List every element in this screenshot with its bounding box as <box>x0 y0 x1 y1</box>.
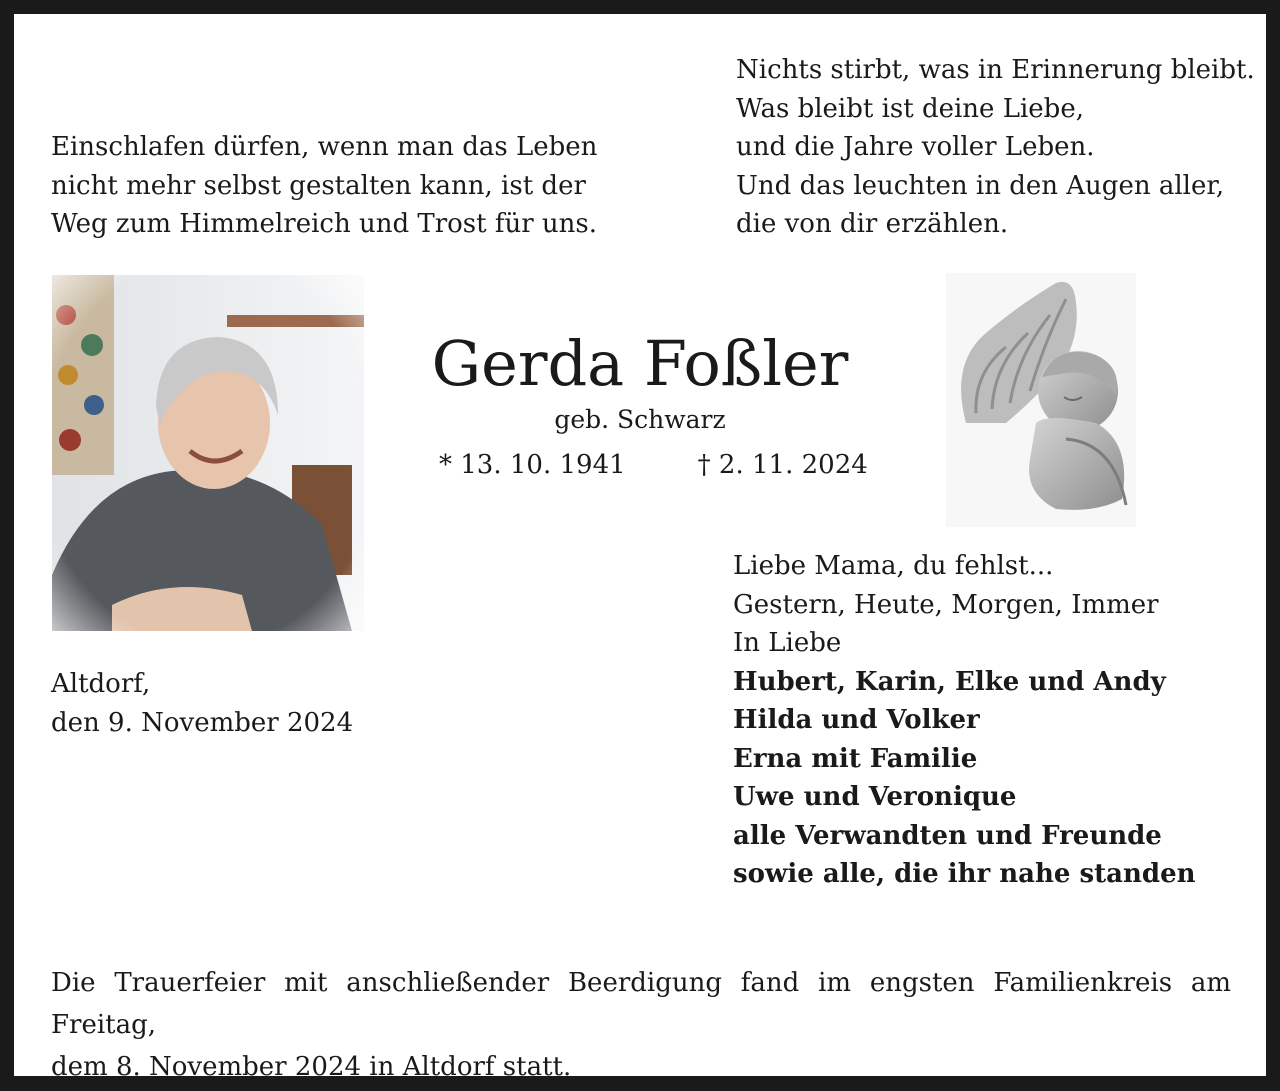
place-and-date <box>51 665 353 742</box>
family-name: Uwe und Veronique <box>733 782 1017 812</box>
place: Altdorf, <box>51 669 151 699</box>
birth-name: geb. Schwarz <box>554 405 726 434</box>
quote-right-line: die von dir erzählen. <box>736 209 1009 239</box>
obituary-card <box>14 14 1266 1082</box>
birth-date: * 13. 10. 1941 <box>439 450 626 480</box>
deceased-name: Gerda Foßler <box>431 327 849 400</box>
family-intro-line: Gestern, Heute, Morgen, Immer <box>733 589 1159 620</box>
angel-figure-image <box>946 273 1136 527</box>
family-name: alle Verwandten und Freunde <box>733 820 1162 851</box>
death-date: † 2. 11. 2024 <box>697 450 868 480</box>
family-block <box>733 547 1196 894</box>
funeral-notice-line: Die Trauerfeier mit anschließender Beerdigung fand im engsten Familienkreis am Freitag, <box>51 968 1231 1040</box>
funeral-notice <box>51 962 1231 1088</box>
life-dates <box>439 446 868 484</box>
quote-right <box>736 51 1255 244</box>
quote-right-line: Und das leuchten in den Augen aller, <box>736 170 1225 201</box>
family-name: Hubert, Karin, Elke und Andy <box>733 666 1166 697</box>
family-intro-line: Liebe Mama, du fehlst... <box>733 551 1054 581</box>
date: den 9. November 2024 <box>51 707 354 738</box>
quote-right-line: und die Jahre voller Leben. <box>736 132 1095 162</box>
quote-left-line: Einschlafen dürfen, wenn man das Leben <box>51 132 598 162</box>
portrait-photo <box>52 275 364 631</box>
funeral-notice-line: dem 8. November 2024 in Altdorf statt. <box>51 1052 572 1082</box>
family-intro-line: In Liebe <box>733 628 842 658</box>
quote-right-line: Was bleibt ist deine Liebe, <box>736 93 1084 124</box>
family-name: sowie alle, die ihr nahe standen <box>733 859 1196 889</box>
quote-left <box>51 128 597 244</box>
quote-left-line: nicht mehr selbst gestalten kann, ist der <box>51 170 586 201</box>
quote-left-line: Weg zum Himmelreich und Trost für uns. <box>51 209 597 239</box>
family-name: Erna mit Familie <box>733 743 978 774</box>
family-name: Hilda und Volker <box>733 705 980 735</box>
quote-right-line: Nichts stirbt, was in Erinnerung bleibt. <box>736 55 1255 85</box>
